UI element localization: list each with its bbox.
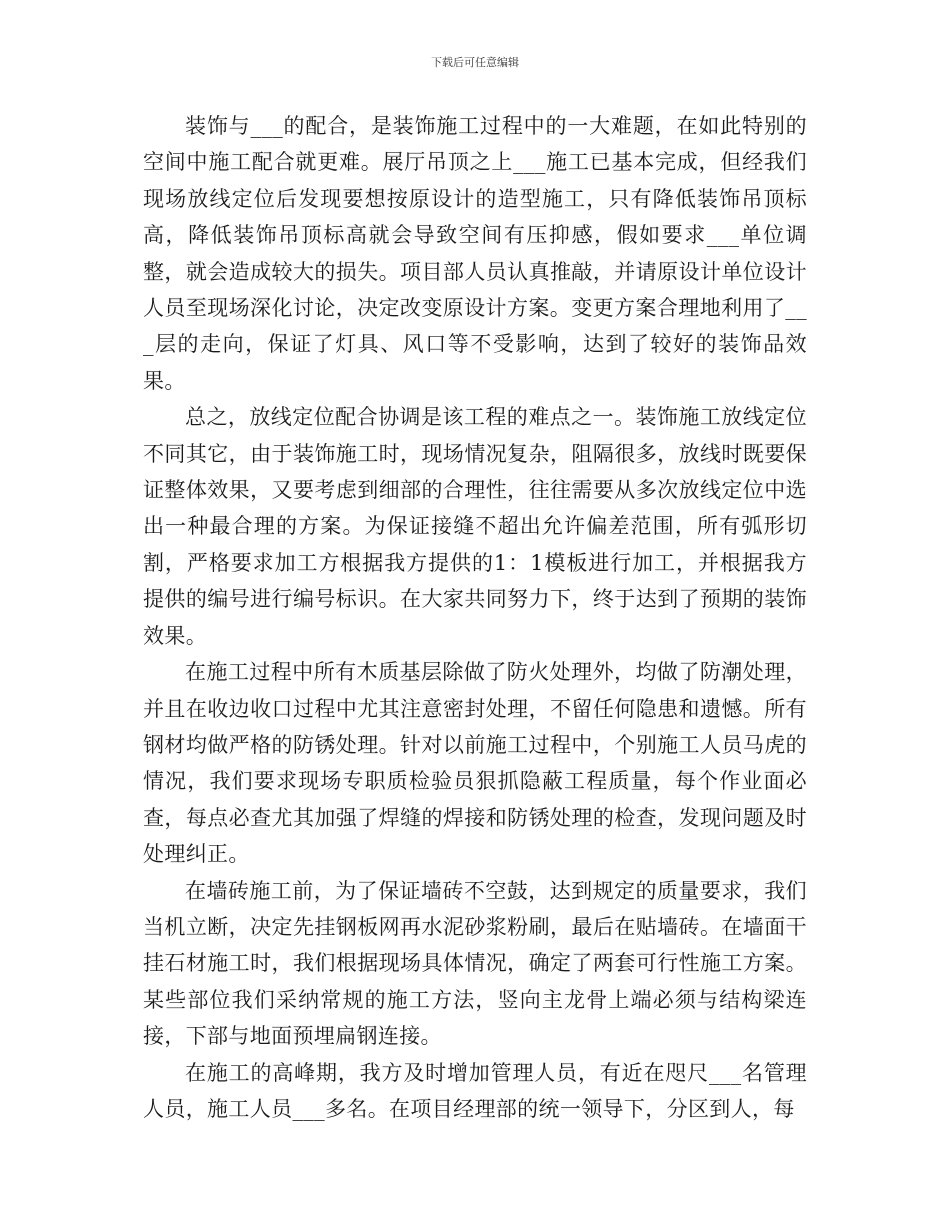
paragraph-fire-moisture-treatment: 在施工过程中所有木质基层除做了防火处理外，均做了防潮处理，并且在收边收口过程中尤其注意密封处理，不留任何隐患和遗憾。所有钢材均做严格的防锈处理。针对以前施工过程中，个别施工人员马虎的情况，我们要求现场专职质检验员狠抓隐蔽工程质量，每个作业面必查，每点必查尤其加强了焊缝的焊接和防锈处理的检查，发现问题及时处理纠正。 — [143, 660, 807, 867]
paragraph-layout-positioning: 总之，放线定位配合协调是该工程的难点之一。装饰施工放线定位不同其它，由于装饰施工时，现场情况复杂，阻隔很多，放线时既要保证整体效果，又要考虑到细部的合理性，往往需要从多次放线定位中选出一种最合理的方案。为保证接缝不超出允许偏差范围，所有弧形切割，严格要求加工方根据我方提供的1：1模板进行加工，并根据我方提供的编号进行编号标识。在大家共同努力下，终于达到了预期的装饰效果。 — [143, 405, 807, 648]
paragraph-wall-tile-construction: 在墙砖施工前，为了保证墙砖不空鼓，达到规定的质量要求，我们当机立断，决定先挂钢板网再水泥砂浆粉刷，最后在贴墙砖。在墙面干挂石材施工时，我们根据现场具体情况，确定了两套可行性施工方案。某些部位我们采纳常规的施工方法，竖向主龙骨上端必须与结构梁连接，下部与地面预埋扁钢连接。 — [143, 878, 807, 1049]
paragraph-ceiling-coordination: 装饰与___的配合，是装饰施工过程中的一大难题，在如此特别的空间中施工配合就更难。展厅吊顶之上___施工已基本完成，但经我们现场放线定位后发现要想按原设计的造型施工，只有降低装饰吊顶标高，降低装饰吊顶标高就会导致空间有压抑感，假如要求___单位调整，就会造成较大的损失。项目部人员认真推敲，并请原设计单位设计人员至现场深化讨论，决定改变原设计方案。变更方案合理地利用了___层的走向，保证了灯具、风口等不受影响，达到了较好的装饰品效果。 — [143, 114, 807, 393]
document-body — [143, 108, 807, 1127]
page-header: 下载后可任意编辑 — [431, 56, 519, 69]
paragraph-peak-period-staffing: 在施工的高峰期，我方及时增加管理人员，有近在咫尺___名管理人员，施工人员___多名。在项目经理部的统一领导下，分区到人，每 — [143, 1060, 807, 1121]
